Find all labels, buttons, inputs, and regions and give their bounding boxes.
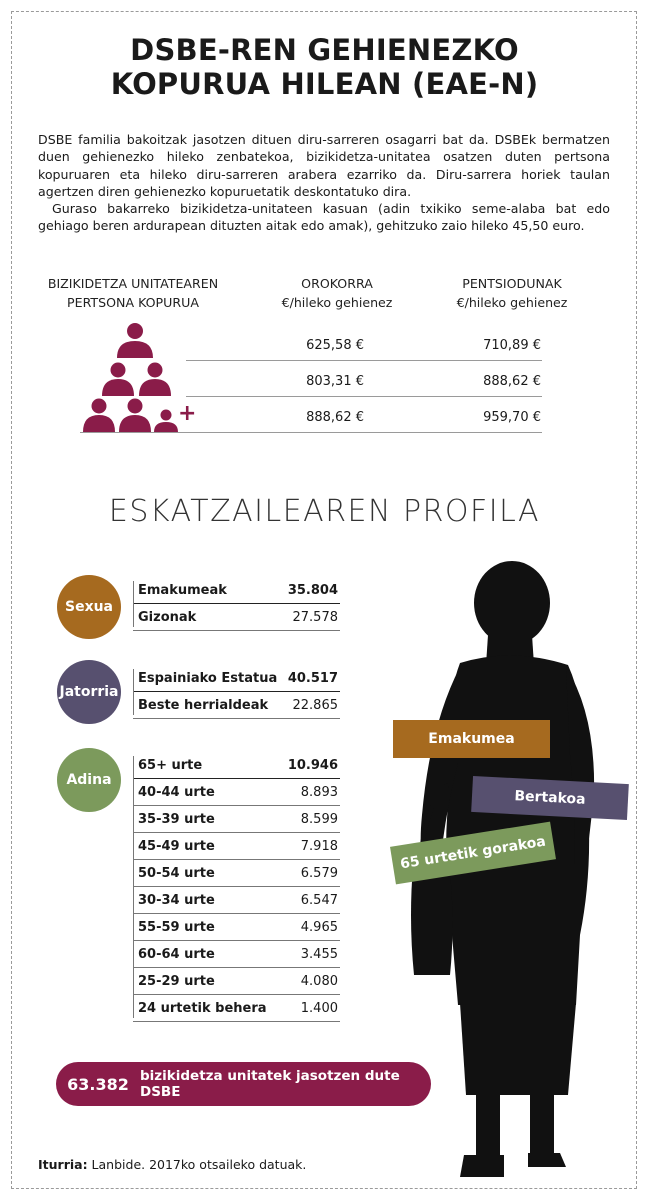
sexua-table (133, 577, 340, 631)
table-row: 24 urtetik behera 1.400 (133, 995, 340, 1022)
table-row: Beste herrialdeak 22.865 (133, 692, 340, 719)
header-col1-line2: PERTSONA KOPURUA (67, 295, 199, 310)
intro-text (38, 131, 610, 235)
jatorria-circle: Jatorria (57, 660, 121, 724)
header-general (262, 274, 412, 312)
source-label: Iturria: (38, 1157, 88, 1172)
table-row: Gizonak 27.578 (133, 604, 340, 631)
table-row: Emakumeak 35.804 (133, 577, 340, 604)
intro-paragraph-1: DSBE familia bakoitzak jasotzen dituen diru-sarreren osagarri bat da. DSBEk bermatzen duen gehienezko hileko zenbatekoa, bizikidetza-unitatea osatzen duten pertsona kopuruaren eta hileko diru-sarreren arabera ezarriko da. Diru-sarrera horiek taulan agertzen diren gehienezko kopuruetatik deskontatuko dira. (38, 132, 610, 199)
table-row: 60-64 urte 3.455 (133, 941, 340, 968)
local-tag: Bertakoa (471, 776, 629, 820)
table-row: 45-49 urte 7.918 (133, 833, 340, 860)
jatorria-table (133, 665, 340, 719)
total-text: bizikidetza unitatek jasotzen dute DSBE (140, 1068, 400, 1100)
row3-general: 888,62 € (306, 410, 364, 425)
age-tag: 65 urtetik gorakoa (390, 822, 556, 885)
sexua-circle: Sexua (57, 575, 121, 639)
source-text: Lanbide. 2017ko otsaileko datuak. (87, 1157, 307, 1172)
header-col1-line1: BIZIKIDETZA UNITATEAREN (47, 276, 219, 291)
row-divider-1 (186, 360, 542, 361)
total-number: 63.382 (67, 1074, 129, 1094)
plus-icon: + (178, 401, 197, 426)
table-row: Espainiako Estatua 40.517 (133, 665, 340, 692)
row1-pension: 710,89 € (483, 338, 541, 353)
table-row: 40-44 urte 8.893 (133, 779, 340, 806)
jatorria-vline (133, 669, 134, 715)
header-col2-line2: €/hileko gehienez (281, 295, 393, 310)
title-line-2: KOPURUA HILEAN (EAE-N) (110, 67, 539, 101)
header-col3-line2: €/hileko gehienez (456, 295, 568, 310)
adina-table (133, 752, 340, 1022)
sexua-vline (133, 581, 134, 627)
adina-vline (133, 756, 134, 1018)
adina-circle: Adina (57, 748, 121, 812)
table-row: 55-59 urte 4.965 (133, 914, 340, 941)
row3-pension: 959,70 € (483, 410, 541, 425)
header-pensioners (437, 274, 587, 312)
table-row: 30-34 urte 6.547 (133, 887, 340, 914)
family-icon (80, 398, 190, 432)
two-persons-icon (100, 362, 174, 396)
header-household-size (35, 274, 231, 312)
header-col2-line1: OROKORRA (301, 276, 373, 291)
row2-general: 803,31 € (306, 374, 364, 389)
header-col3-line1: PENTSIODUNAK (462, 276, 562, 291)
table-row: 50-54 urte 6.579 (133, 860, 340, 887)
table-row: 65+ urte 10.946 (133, 752, 340, 779)
intro-paragraph-2: Guraso bakarreko bizikidetza-unitateen kasuan (adin txikiko seme-alaba bat edo gehiago beren ardurapean dituzten aitak edo amak), gehitzuko zaio hileko 45,50 euro. (38, 201, 610, 234)
table-row: 25-29 urte 4.080 (133, 968, 340, 995)
total-pill (56, 1062, 431, 1106)
page-title (0, 33, 649, 101)
title-line-1: DSBE-REN GEHIENEZKO (130, 33, 519, 67)
row-divider-3 (80, 432, 542, 433)
row-divider-2 (186, 396, 542, 397)
table-row: 35-39 urte 8.599 (133, 806, 340, 833)
profile-title: ESKATZAILEAREN PROFILA (108, 494, 541, 529)
row1-general: 625,58 € (306, 338, 364, 353)
source-note (38, 1157, 306, 1172)
one-person-icon (114, 322, 156, 358)
woman-tag: Emakumea (393, 720, 550, 758)
row2-pension: 888,62 € (483, 374, 541, 389)
